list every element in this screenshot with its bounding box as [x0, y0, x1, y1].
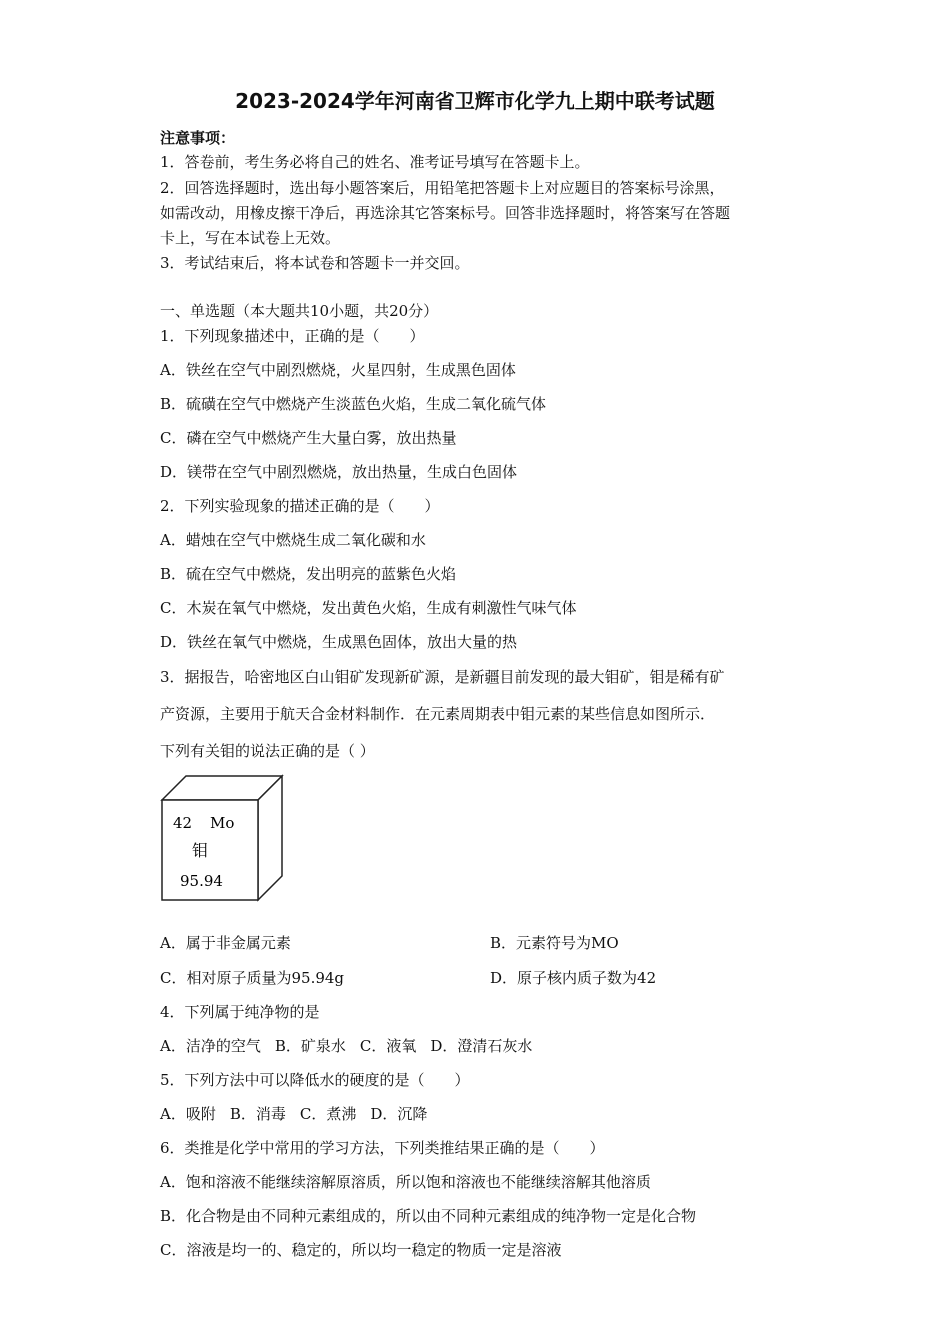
q4-option-c: C．液氧 — [359, 1037, 417, 1055]
element-cube-figure — [158, 772, 286, 902]
element-name: 钼 — [192, 841, 209, 860]
q5-options — [160, 1104, 441, 1124]
q5-option-a: A．吸附 — [160, 1105, 216, 1123]
q6-option-b: B．化合物是由不同种元素组成的，所以由不同种元素组成的纯净物一定是化合物 — [160, 1207, 697, 1225]
q1-option-d: D．镁带在空气中剧烈燃烧，放出热量，生成白色固体 — [160, 463, 518, 481]
q4-options — [160, 1036, 546, 1056]
q6-stem: 6．类推是化学中常用的学习方法，下列类推结果正确的是（ ） — [160, 1139, 605, 1157]
q2-option-a: A．蜡烛在空气中燃烧生成二氧化碳和水 — [160, 531, 426, 549]
element-atomic-mass: 95.94 — [180, 872, 223, 890]
q2-option-c: C．木炭在氧气中燃烧，发出黄色火焰，生成有刺激性气味气体 — [160, 599, 577, 617]
notice-item: 卡上，写在本试卷上无效。 — [160, 229, 341, 247]
q4-option-a: A．洁净的空气 — [160, 1037, 261, 1055]
q3-stem-line1: 3．据报告，哈密地区白山钼矿发现新矿源，是新疆目前发现的最大钼矿，钼是稀有矿 — [160, 668, 725, 686]
section-heading: 一、单选题（本大题共10小题，共20分） — [160, 302, 439, 320]
q3-option-d: D．原子核内质子数为42 — [490, 969, 657, 987]
q3-stem-line3: 下列有关钼的说法正确的是（ ） — [160, 742, 375, 760]
notice-item: 如需改动，用橡皮擦干净后，再选涂其它答案标号。回答非选择题时，将答案写在答题 — [160, 204, 731, 222]
q2-stem: 2．下列实验现象的描述正确的是（ ） — [160, 497, 440, 515]
page-title: 2023-2024学年河南省卫辉市化学九上期中联考试题 — [235, 89, 715, 113]
q5-option-c: C．煮沸 — [299, 1105, 357, 1123]
element-symbol: Mo — [210, 814, 235, 832]
notice-heading: 注意事项： — [160, 129, 236, 147]
notice-item: 2．回答选择题时，选出每小题答案后，用铅笔把答题卡上对应题目的答案标号涂黑， — [160, 179, 725, 197]
q1-option-b: B．硫磺在空气中燃烧产生淡蓝色火焰，生成二氧化硫气体 — [160, 395, 547, 413]
q3-option-b: B．元素符号为MO — [490, 934, 619, 952]
q3-option-c: C．相对原子质量为95.94g — [160, 969, 345, 987]
notice-item: 3．考试结束后，将本试卷和答题卡一并交回。 — [160, 254, 470, 272]
q3-stem-line2: 产资源，主要用于航天合金材料制作．在元素周期表中钼元素的某些信息如图所示． — [160, 705, 716, 723]
q4-stem: 4．下列属于纯净物的是 — [160, 1003, 320, 1021]
q1-stem: 1．下列现象描述中，正确的是（ ） — [160, 327, 425, 345]
q5-stem: 5．下列方法中可以降低水的硬度的是（ ） — [160, 1071, 470, 1089]
element-atomic-number: 42 — [173, 814, 193, 832]
q6-option-a: A．饱和溶液不能继续溶解原溶质，所以饱和溶液也不能继续溶解其他溶质 — [160, 1173, 651, 1191]
q5-option-b: B．消毒 — [229, 1105, 286, 1123]
q2-option-b: B．硫在空气中燃烧，发出明亮的蓝紫色火焰 — [160, 565, 457, 583]
q6-option-c: C．溶液是均一的、稳定的，所以均一稳定的物质一定是溶液 — [160, 1241, 562, 1259]
q1-option-c: C．磷在空气中燃烧产生大量白雾，放出热量 — [160, 429, 457, 447]
q4-option-d: D．澄清石灰水 — [430, 1037, 533, 1055]
q2-option-d: D．铁丝在氧气中燃烧，生成黑色固体，放出大量的热 — [160, 633, 518, 651]
q4-option-b: B．矿泉水 — [274, 1037, 346, 1055]
q1-option-a: A．铁丝在空气中剧烈燃烧，火星四射，生成黑色固体 — [160, 361, 516, 379]
notice-item: 1．答卷前，考生务必将自己的姓名、准考证号填写在答题卡上。 — [160, 153, 590, 171]
q3-option-a: A．属于非金属元素 — [160, 934, 291, 952]
q5-option-d: D．沉降 — [370, 1105, 428, 1123]
